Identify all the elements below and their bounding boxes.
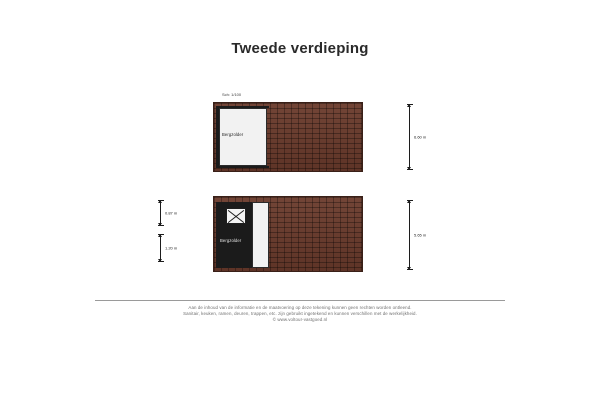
room-bergzolder-lower [252, 202, 269, 268]
room-label-bergzolder-lower: Bergzolder [220, 238, 242, 243]
room-label-bergzolder-upper: Bergzolder [222, 132, 244, 137]
dimension-lower-height-top [160, 200, 200, 226]
wall-bottom-upper [216, 166, 269, 168]
dimension-upper-depth [409, 104, 449, 170]
dimension-lower-depth-label: 5.65 m [414, 232, 427, 238]
dimension-lower-depth [409, 200, 449, 270]
dimension-lower-height-top-label: 0.87 m [165, 210, 178, 216]
wall-left-upper [216, 108, 219, 166]
dimension-lower-height-bottom-label: 1.20 m [165, 245, 178, 251]
footer-divider [95, 300, 505, 301]
page-title: Tweede verdieping [231, 40, 369, 57]
footer-disclaimer-line-1: Aan de inhoud van de informatie en de maatvoering op deze tekening kunnen geen rechten worden ontleend. [188, 305, 412, 310]
dimension-upper-depth-label: 6.60 m [414, 134, 427, 140]
wall-top-upper [216, 106, 269, 108]
staircase-lower [226, 208, 246, 224]
dimension-lower-height-bottom [160, 234, 200, 262]
footer-credit: © www.voltour-vastgoed.nl [272, 317, 328, 322]
footer-disclaimer-line-2: Sanitair, keuken, ramen, deuren, trappen, etc. zijn gebruikt ingetekend en kunnen verschillen met de werkelijkheid. [183, 311, 417, 316]
footer [0, 300, 600, 323]
scale-label: Sch: 1/100 [222, 92, 242, 97]
upper-plan [213, 92, 363, 172]
lower-plan [213, 196, 363, 272]
room-bergzolder-upper [219, 108, 267, 166]
